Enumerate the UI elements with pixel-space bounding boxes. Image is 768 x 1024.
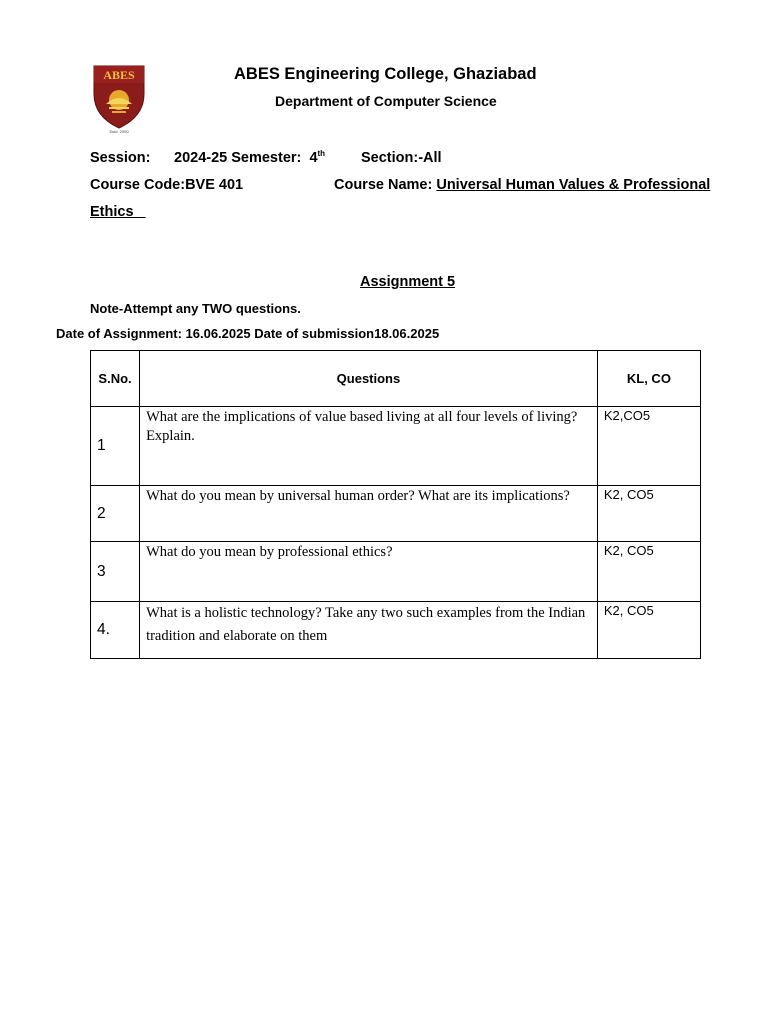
- row-question: What are the implications of value based living at all four levels of living? Explain.: [140, 407, 598, 486]
- header-sno: S.No.: [91, 351, 140, 407]
- row-klco: K2, CO5: [597, 486, 700, 542]
- semester-superscript: th: [317, 149, 326, 158]
- row-question: What do you mean by universal human order? What are its implications?: [140, 486, 598, 542]
- assignment-title: Assignment 5: [360, 274, 456, 290]
- row-sno: 4.: [91, 602, 140, 659]
- course-name-continued: [90, 204, 146, 220]
- assignment-dates: Date of Assignment: 16.06.2025 Date of submission18.06.2025: [56, 326, 440, 341]
- assignment-note: Note-Attempt any TWO questions.: [90, 301, 301, 316]
- table-row: [91, 602, 701, 659]
- course-name: [334, 177, 710, 193]
- svg-text:Estd. 2000: Estd. 2000: [109, 129, 129, 134]
- table-header-row: [91, 351, 701, 407]
- session-label: Session:: [90, 150, 151, 166]
- semester-value: 4: [309, 150, 318, 166]
- row-sno: 3: [91, 542, 140, 602]
- row-klco: K2,CO5: [597, 407, 700, 486]
- questions-table: [90, 350, 701, 659]
- department-name: Department of Computer Science: [275, 93, 497, 109]
- svg-text:ABES: ABES: [103, 68, 135, 82]
- section-value: Section:-All: [361, 150, 442, 166]
- session-value: [174, 150, 325, 166]
- row-klco: K2, CO5: [597, 602, 700, 659]
- header-klco: KL, CO: [597, 351, 700, 407]
- course-name-line2: Ethics: [90, 204, 134, 220]
- table-row: [91, 542, 701, 602]
- row-question: What is a holistic technology? Take any two such examples from the Indian tradition and elaborate on them: [140, 602, 598, 659]
- course-name-label: Course Name:: [334, 177, 433, 193]
- course-code: Course Code:BVE 401: [90, 177, 244, 193]
- header-questions: Questions: [140, 351, 598, 407]
- row-sno: 1: [91, 407, 140, 486]
- college-name: ABES Engineering College, Ghaziabad: [234, 65, 537, 83]
- course-name-line1: Universal Human Values & Professional: [436, 177, 711, 193]
- row-klco: K2, CO5: [597, 542, 700, 602]
- session-semester-text: 2024-25 Semester:: [174, 150, 302, 166]
- college-logo: [92, 64, 146, 134]
- row-question: What do you mean by professional ethics?: [140, 542, 598, 602]
- table-row: [91, 407, 701, 486]
- table-row: [91, 486, 701, 542]
- row-sno: 2: [91, 486, 140, 542]
